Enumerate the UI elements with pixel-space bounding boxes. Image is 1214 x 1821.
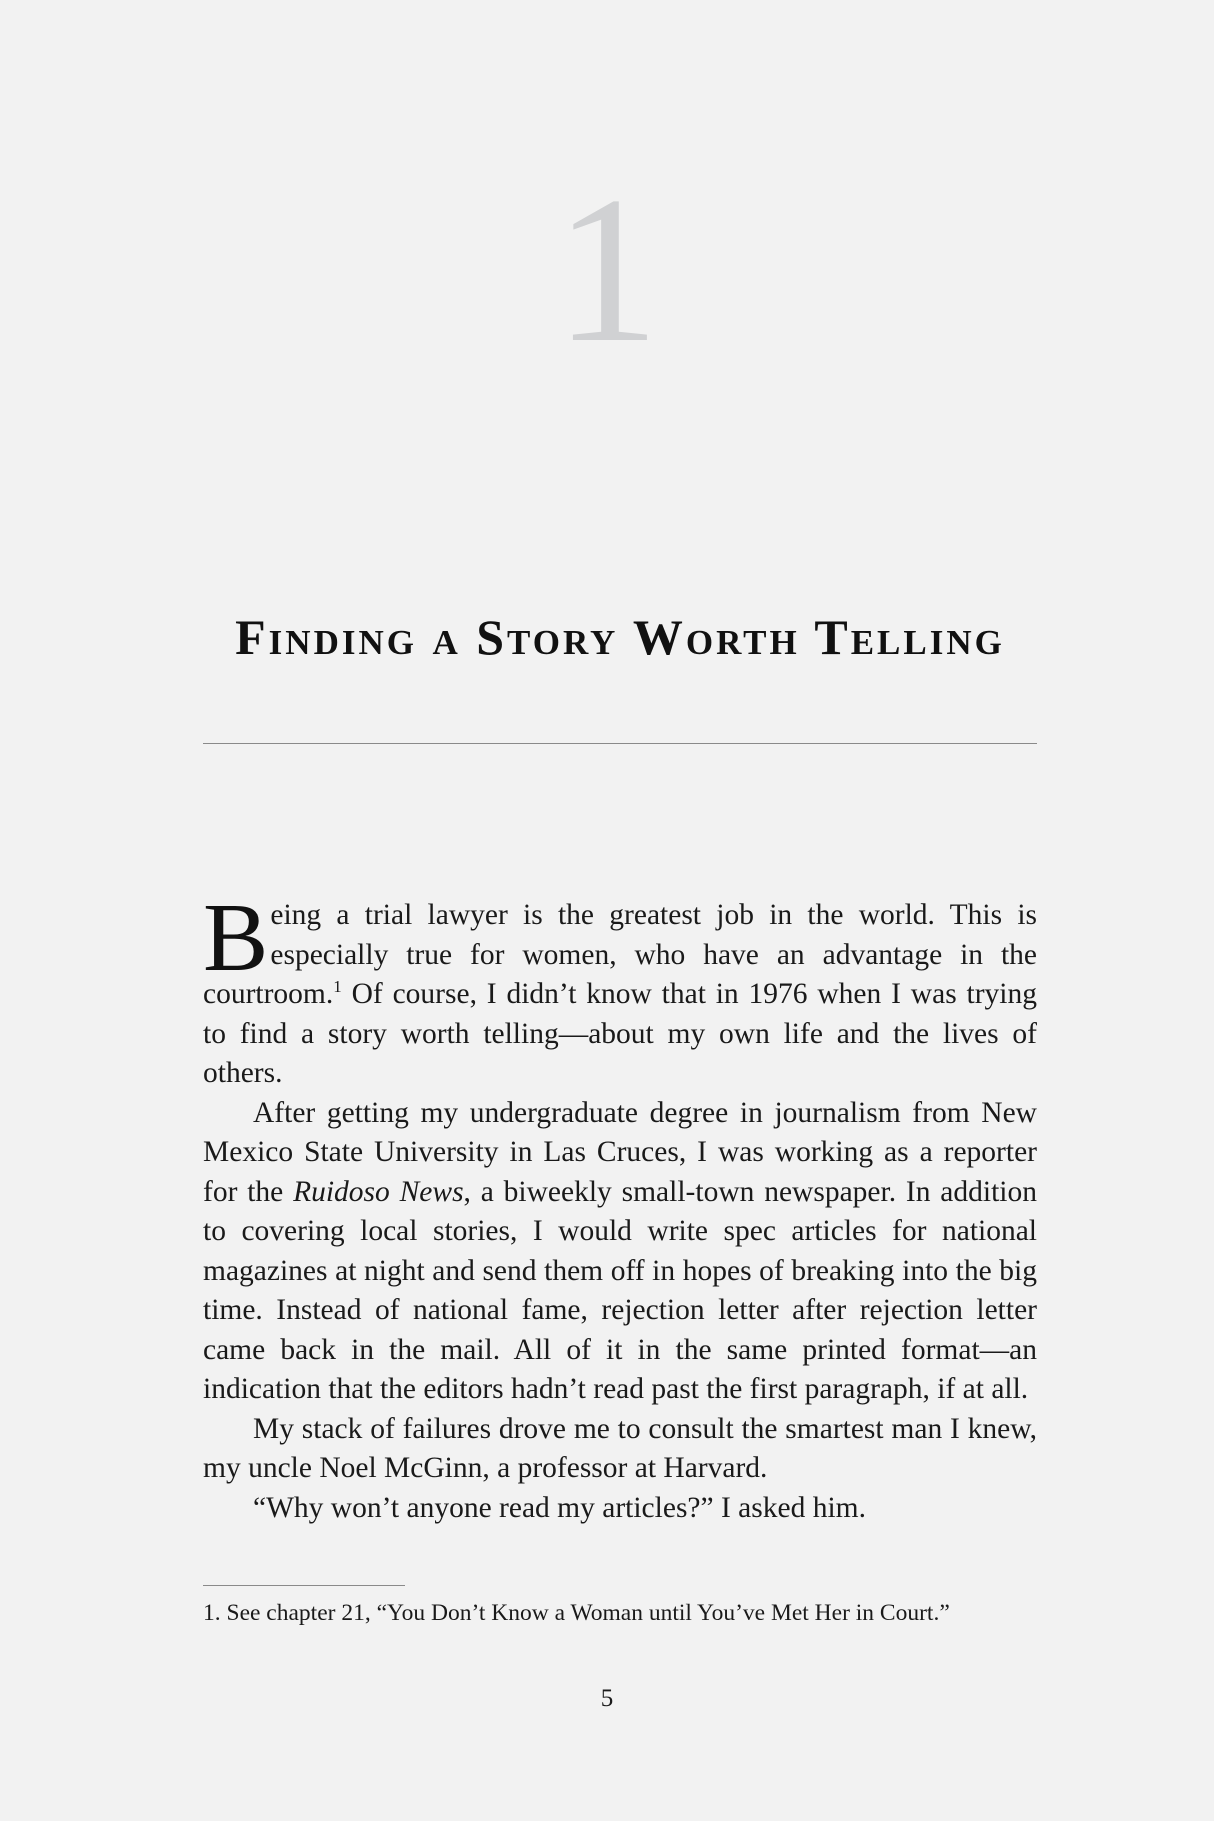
paragraph-text: After getting my undergraduate degree in journalism from New Mexico State University in Las Cruces, I was working as a reporter for the — [203, 1096, 1037, 1208]
paragraph-text: , a biweekly small-town newspaper. In addition to covering local stories, I would write spec articles for national magazines at night and send them off in hopes of breaking into the big time. Instead of national fame, rejection letter after rejection letter came back in the mail. All of it in the same printed format—an indication that the editors hadn’t read past the first paragraph, if at all. — [203, 1175, 1037, 1405]
chapter-body — [203, 884, 1037, 1528]
body-paragraph — [203, 1094, 1037, 1410]
title-divider — [203, 743, 1037, 744]
body-paragraph — [203, 884, 1037, 1094]
footnote-reference[interactable]: 1 — [333, 977, 342, 997]
paragraph-text: eing a trial lawyer is the greatest job in the world. This is especially true for women, who have an advantage in the courtroom. — [203, 899, 1037, 1010]
chapter-number: 1 — [554, 154, 660, 386]
body-paragraph: “Why won’t anyone read my articles?” I asked him. — [253, 1491, 866, 1524]
paragraph-text: Of course, I didn’t know that in 1976 when I was trying to find a story worth telling—about my own life and the lives of others. — [203, 978, 1037, 1089]
drop-cap: B — [203, 884, 269, 992]
page-number: 5 — [600, 1685, 614, 1712]
body-paragraph: My stack of failures drove me to consult the smartest man I knew, my uncle Noel McGinn, a professor at Harvard. — [203, 1412, 1037, 1484]
publication-name: Ruidoso News — [293, 1175, 464, 1208]
footnote-divider — [203, 1585, 405, 1586]
footnote: 1. See chapter 21, “You Don’t Know a Woman until You’ve Met Her in Court.” — [203, 1600, 950, 1626]
chapter-title: Finding a Story Worth Telling — [235, 609, 1005, 665]
